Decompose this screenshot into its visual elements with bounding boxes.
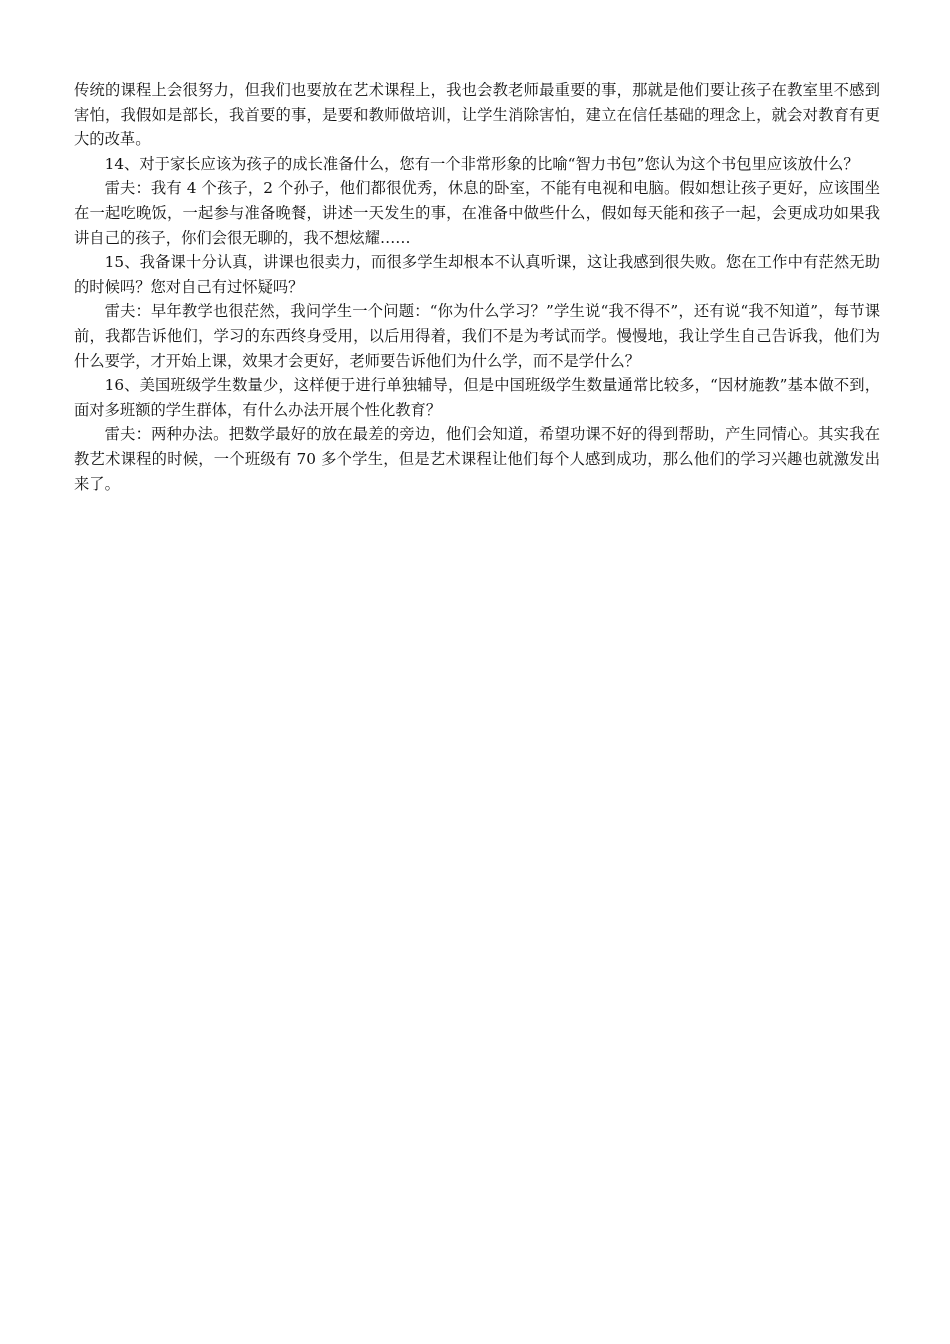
- answer-15: 雷夫：早年教学也很茫然，我问学生一个问题：“你为什么学习？”学生说“我不得不”，还有说“我不知道”，每节课前，我都告诉他们，学习的东西终身受用，以后用得着，我们不是为考试而学。慢慢地，我让学生自己告诉我，他们为什么要学，才开始上课，效果才会更好，老师要告诉他们为什么学，而不是学什么？: [74, 302, 880, 370]
- question-15: 15、我备课十分认真，讲课也很卖力，而很多学生却根本不认真听课，这让我感到很失败。您在工作中有茫然无助的时候吗？您对自己有过怀疑吗？: [74, 253, 880, 296]
- paragraph-continuation: 传统的课程上会很努力，但我们也要放在艺术课程上，我也会教老师最重要的事，那就是他们要让孩子在教室里不感到害怕，我假如是部长，我首要的事，是要和教师做培训，让学生消除害怕，建立在信任基础的理念上，就会对教育有更大的改革。: [74, 81, 880, 149]
- answer-16: 雷夫：两种办法。把数学最好的放在最差的旁边，他们会知道，希望功课不好的得到帮助，产生同情心。其实我在教艺术课程的时候，一个班级有 70 多个学生，但是艺术课程让他们每个人感到成功，那么他们的学习兴趣也就激发出来了。: [74, 425, 880, 493]
- question-16: 16、美国班级学生数量少，这样便于进行单独辅导，但是中国班级学生数量通常比较多，“因材施教”基本做不到，面对多班额的学生群体，有什么办法开展个性化教育？: [74, 376, 880, 419]
- document-page: [74, 78, 880, 496]
- answer-14: 雷夫：我有 4 个孩子，2 个孙子，他们都很优秀，休息的卧室，不能有电视和电脑。假如想让孩子更好，应该围坐在一起吃晚饭，一起参与准备晚餐，讲述一天发生的事，在准备中做些什么，假如每天能和孩子一起，会更成功如果我讲自己的孩子，你们会很无聊的，我不想炫耀……: [74, 179, 880, 247]
- question-14: 14、对于家长应该为孩子的成长准备什么，您有一个非常形象的比喻“智力书包”您认为这个书包里应该放什么？: [104, 154, 859, 173]
